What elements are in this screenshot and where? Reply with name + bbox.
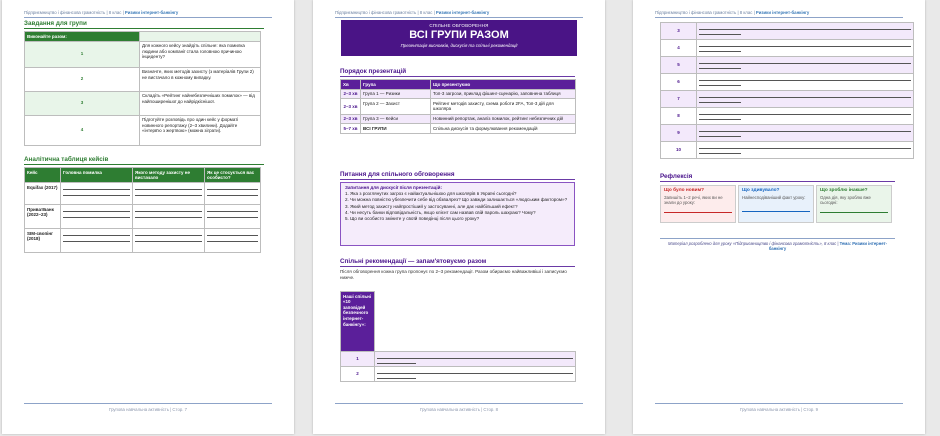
table-row <box>341 352 576 367</box>
minutes: 2–3 хв <box>341 114 361 124</box>
rec-number: 2 <box>341 367 375 382</box>
header-topic: Ризики інтернет-банкінгу <box>755 10 810 15</box>
answer-cell[interactable] <box>133 229 205 253</box>
answer-cell[interactable] <box>205 205 261 229</box>
reflection-prompt: Одна дія, яку зроблю вже сьогодні: <box>820 194 871 206</box>
col-header: Група <box>361 80 431 90</box>
table-row <box>25 183 261 205</box>
recommendations-table-continued <box>660 22 914 159</box>
header-blank <box>375 292 576 352</box>
rec-number: 7 <box>661 91 697 108</box>
rec-answer[interactable] <box>375 352 576 367</box>
banner-subtitle: Презентація висновків, дискусія та спільні рекомендації <box>400 43 518 48</box>
presentation-content: Рейтинг методів захисту, схема роботи 2FA, Топ-3 дій для школяра <box>431 99 576 114</box>
group-name: ВСІ ГРУПИ <box>361 124 431 134</box>
header-course: Підприємництво і фінансова грамотність <box>24 10 106 15</box>
header-grade: 8 клас <box>739 10 753 15</box>
tasks-header-blank <box>140 32 261 42</box>
table-row <box>341 99 576 114</box>
answer-cell[interactable] <box>61 205 133 229</box>
rec-number: 6 <box>661 74 697 91</box>
footer-rule <box>24 403 272 404</box>
header-course: Підприємництво і фінансова грамотність <box>655 10 737 15</box>
answer-cell[interactable] <box>205 183 261 205</box>
table-row <box>661 57 914 74</box>
section-title-recommendations: Спільні рекомендації — запам'ятовуємо разом <box>340 258 575 267</box>
page-9 <box>633 0 925 434</box>
section-title-presentation-order: Порядок презентацій <box>340 68 575 77</box>
attribution-note <box>660 238 895 252</box>
header-separator: | <box>433 10 435 15</box>
presentation-content: Новинний репортаж, аналіз помилок, рейтинг небезпечних дій <box>431 114 576 124</box>
recommendations-intro: Після обговорення кожна група пропонує по 2–3 рекомендації. Разом обираємо найважливіші і записуємо нижче. <box>340 269 567 280</box>
reflection-prompt: Найнесподіваніший факт уроку: <box>742 194 806 200</box>
question-item: 3. Який метод захисту найпростіший у застосуванні, але дає найбільший ефект? <box>345 203 518 209</box>
rec-answer[interactable] <box>697 142 914 159</box>
footer-rule <box>335 403 583 404</box>
task-text: Для кожного кейсу знайдіть спільне: яка помилка людини або компанії стала головною причиною інциденту? <box>140 41 261 67</box>
answer-cell[interactable] <box>61 229 133 253</box>
header-rule <box>24 17 272 18</box>
header-topic: Ризики інтернет-банкінгу <box>124 10 179 15</box>
header-rule <box>335 17 583 18</box>
table-row <box>661 125 914 142</box>
task-text: Визначте, яких методів захисту (з матеріалів Групи 2) не вистачало в кожному випадку. <box>140 67 261 91</box>
table-row <box>341 89 576 99</box>
running-header <box>655 10 809 15</box>
col-header: Що презентуємо <box>431 80 576 90</box>
reflection-card-surprised[interactable] <box>738 185 814 223</box>
question-item: 5. Що ви особисто зміните у своїй поведінці після цього уроку? <box>345 215 480 221</box>
rec-number: 3 <box>661 23 697 40</box>
group-name: Група 3 — Кейси <box>361 114 431 124</box>
minutes: 5–7 хв <box>341 124 361 134</box>
tasks-header: Виконайте разом: <box>25 32 140 42</box>
col-header: Кейс <box>25 168 61 183</box>
header-separator: | <box>106 10 108 15</box>
reflection-title: Що зроблю інакше? <box>820 188 868 193</box>
rec-answer[interactable] <box>375 367 576 382</box>
task-text: Складіть «Рейтинг найнебезпечніших помилок» — від найпоширенішої до найрідкіснішої. <box>140 91 261 115</box>
presentation-content: Топ-3 загрози, приклад фішинг-сценарію, заповнена таблиця <box>431 89 576 99</box>
section-title-tasks: Завдання для групи <box>24 20 264 29</box>
answer-cell[interactable] <box>133 183 205 205</box>
group-name: Група 2 — Захист <box>361 99 431 114</box>
task-text: Підготуйте розповідь про один кейс у форматі новинного репортажу (2–3 хвилини). Додайте «інтерв'ю з жертвою» (можна зіграти). <box>140 115 261 145</box>
case-analysis-table <box>24 167 261 253</box>
table-header-row <box>341 80 576 90</box>
question-item: 2. Чи можна повністю убезпечити себе від обзвалрез? Що завжди залишається «людським фактором»? <box>345 197 568 203</box>
col-header: Головна помилка <box>61 168 133 183</box>
table-row <box>25 67 261 91</box>
running-header <box>24 10 178 15</box>
banner-title: ВСІ ГРУПИ РАЗОМ <box>409 29 509 41</box>
rec-answer[interactable] <box>697 57 914 74</box>
header-course: Підприємництво і фінансова грамотність <box>335 10 417 15</box>
page-footer: Групова навчальна активність | Стор. 7 <box>108 407 188 412</box>
tasks-table <box>24 31 261 146</box>
table-row <box>25 115 261 145</box>
header-separator: | <box>122 10 124 15</box>
case-name: Equifax (2017) <box>25 183 61 205</box>
presentation-content: Спільна дискусія та формулювання рекомендацій <box>431 124 576 134</box>
table-header-row <box>25 168 261 183</box>
table-row <box>25 205 261 229</box>
answer-cell[interactable] <box>133 205 205 229</box>
note-topic: Тема: Ризики інтернет-банкінгу <box>768 241 887 252</box>
task-number: 3 <box>25 91 140 115</box>
discussion-banner <box>341 20 577 56</box>
task-number: 2 <box>25 67 140 91</box>
table-header-row <box>25 32 261 42</box>
header-topic: Ризики інтернет-банкінгу <box>435 10 490 15</box>
question-item: 4. Чи несуть банки відповідальність, якщо клієнт сам назвав свій пароль шахраю? Чому? <box>345 209 536 215</box>
rec-number: 8 <box>661 108 697 125</box>
reflection-card-new[interactable] <box>660 185 736 223</box>
header-grade: 8 клас <box>108 10 122 15</box>
table-row <box>661 142 914 159</box>
section-title-reflection: Рефлексія <box>660 173 895 182</box>
header-grade: 8 клас <box>419 10 433 15</box>
recommendations-header: Наші спільні «10 заповідей безпечного інтернет-банкінгу»: <box>341 292 375 352</box>
section-title-case-table: Аналітична таблиця кейсів <box>24 156 264 165</box>
reflection-title: Що було новим? <box>664 188 705 193</box>
table-row <box>661 74 914 91</box>
presentation-order-table <box>340 79 576 134</box>
header-separator: | <box>417 10 419 15</box>
rec-number: 4 <box>661 40 697 57</box>
footer-rule <box>655 403 903 404</box>
recommendations-table <box>340 291 576 382</box>
table-row <box>341 124 576 134</box>
discussion-questions-box <box>340 182 575 246</box>
table-row <box>25 41 261 67</box>
minutes: 2–3 хв <box>341 99 361 114</box>
rec-answer[interactable] <box>697 23 914 40</box>
case-name: ПриватБанк (2022–23) <box>25 205 61 229</box>
table-row <box>661 91 914 108</box>
rec-number: 1 <box>341 352 375 367</box>
table-header-row <box>341 292 576 352</box>
answer-cell[interactable] <box>205 229 261 253</box>
table-row <box>341 114 576 124</box>
answer-cell[interactable] <box>61 183 133 205</box>
question-item: 1. Яка з розглянутих загроз є найактуальнішою для школярів в Україні сьогодні? <box>345 191 517 197</box>
reflection-title: Що здивувало? <box>742 188 780 193</box>
header-rule <box>655 17 903 18</box>
page-footer: Групова навчальна активність | Стор. 9 <box>739 407 819 412</box>
running-header <box>335 10 489 15</box>
page-8 <box>313 0 605 434</box>
note-text: Матеріал розроблено для уроку «Підприємництво і фінансова грамотність», 8 клас <box>668 241 837 246</box>
task-number: 4 <box>25 115 140 145</box>
task-number: 1 <box>25 41 140 67</box>
table-row <box>341 367 576 382</box>
rec-number: 5 <box>661 57 697 74</box>
page-7 <box>2 0 294 434</box>
banner-kicker: СПІЛЬНЕ ОБГОВОРЕННЯ <box>429 23 489 28</box>
header-separator: | <box>753 10 755 15</box>
rec-answer[interactable] <box>697 125 914 142</box>
reflection-card-do-differently[interactable] <box>816 185 892 223</box>
note-separator: | <box>837 241 839 246</box>
rec-number: 10 <box>661 142 697 159</box>
section-title-discussion-questions: Питання для спільного обговорення <box>340 171 575 180</box>
reflection-prompt: Запишіть 1–2 речі, яких ви не знали до уроку: <box>664 194 723 206</box>
col-header: Хв <box>341 80 361 90</box>
rec-answer[interactable] <box>697 91 914 108</box>
rec-number: 9 <box>661 125 697 142</box>
case-name: SIM-свопінг (2018) <box>25 229 61 253</box>
rec-answer[interactable] <box>697 108 914 125</box>
col-header: Як це стосується вас особисто? <box>205 168 261 183</box>
table-row <box>25 229 261 253</box>
page-footer: Групова навчальна активність | Стор. 8 <box>419 407 499 412</box>
table-row <box>661 40 914 57</box>
questions-title: Запитання для дискусії після презентацій: <box>345 185 442 190</box>
table-row <box>25 91 261 115</box>
table-row <box>661 108 914 125</box>
table-row <box>661 23 914 40</box>
header-separator: | <box>737 10 739 15</box>
group-name: Група 1 — Ризики <box>361 89 431 99</box>
col-header: Якого методу захисту не вистачало <box>133 168 205 183</box>
rec-answer[interactable] <box>697 74 914 91</box>
rec-answer[interactable] <box>697 40 914 57</box>
minutes: 2–3 хв <box>341 89 361 99</box>
